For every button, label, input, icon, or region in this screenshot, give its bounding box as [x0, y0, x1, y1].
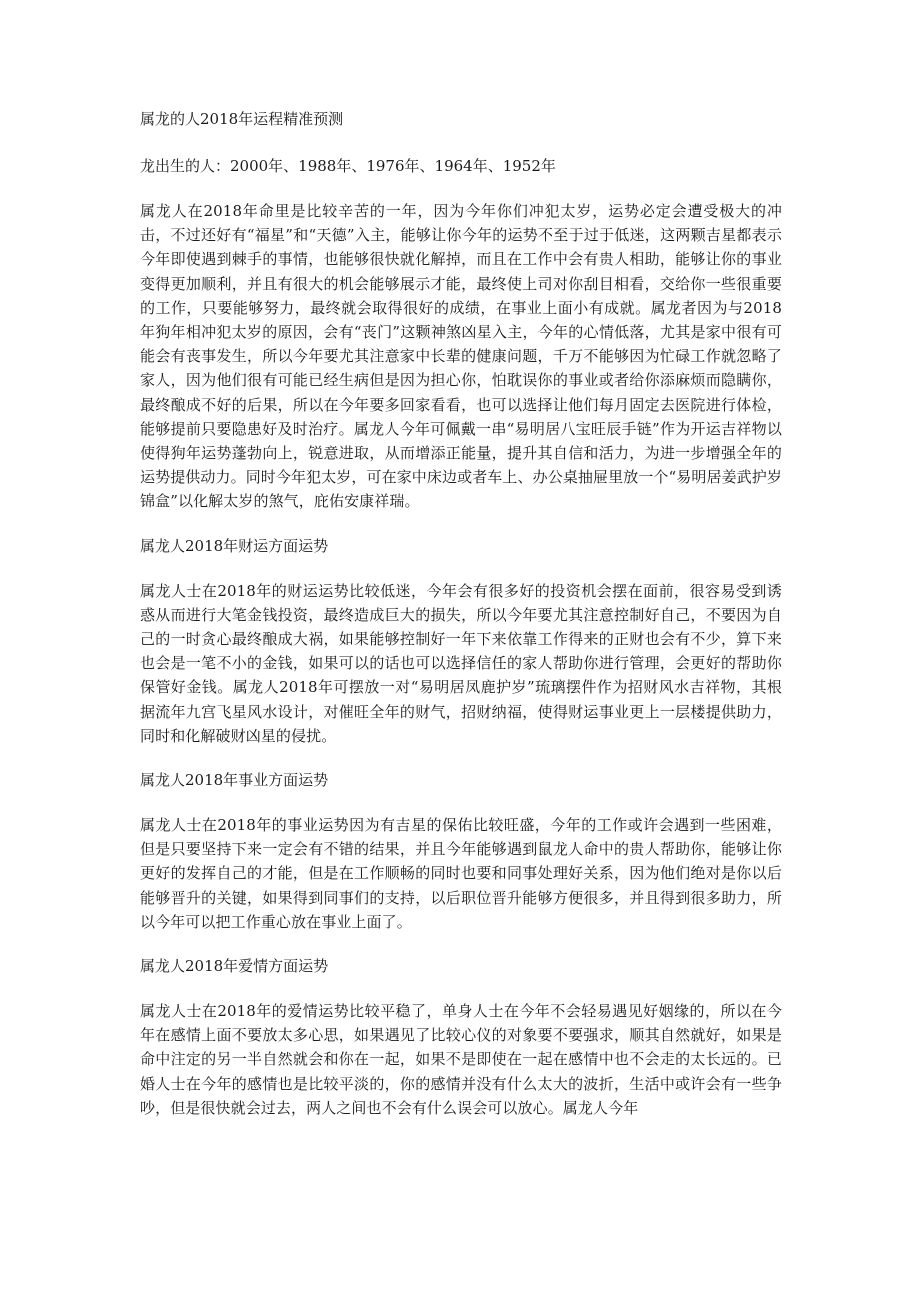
- document-body: [140, 105, 782, 1120]
- birth-years-line: 龙出生的人：2000年、1988年、1976年、1964年、1952年: [140, 157, 556, 175]
- document-title: 属龙的人2018年运程精准预测: [140, 110, 344, 128]
- section-body-wealth: 属龙人士在2018年的财运运势比较低迷，今年会有很多好的投资机会摆在面前，很容易受到诱惑从而进行大笔金钱投资，最终造成巨大的损失，所以今年要尤其注意控制好自己，不要因为自己的一时贪心最终酿成大祸，如果能够控制好一年下来依靠工作得来的正财也会有不少，算下来也会是一笔不小的金钱，如果可以的话也可以选择信任的家人帮助你进行管理，会更好的帮助你保管好金钱。属龙人2018年可摆放一对“易明居凤鹿护岁”琉璃摆件作为招财风水吉祥物，其根据流年九宫飞星风水设计，对催旺全年的财气，招财纳福，使得财运事业更上一层楼提供助力，同时和化解破财凶星的侵扰。: [140, 581, 782, 745]
- section-body-career: 属龙人士在2018年的事业运势因为有吉星的保佑比较旺盛，今年的工作或许会遇到一些困难，但是只要坚持下来一定会有不错的结果，并且今年能够遇到鼠龙人命中的贵人帮助你，能够让你更好的发挥自己的才能，但是在工作顺畅的同时也要和同事处理好关系，因为他们绝对是你以后能够晋升的关键，如果得到同事们的支持，以后职位晋升能够方便很多，并且得到很多助力，所以今年可以把工作重心放在事业上面了。: [140, 816, 782, 931]
- section-heading-love: 属龙人2018年爱情方面运势: [140, 957, 329, 976]
- section-heading-career: 属龙人2018年事业方面运势: [140, 771, 329, 790]
- section-heading-wealth: 属龙人2018年财运方面运势: [140, 536, 329, 555]
- intro-paragraph: 属龙人在2018年命里是比较辛苦的一年，因为今年你们冲犯太岁，运势必定会遭受极大的冲击，不过还好有“福星”和“天德”入主，能够让你今年的运势不至于过于低迷，这两颗吉星都表示今年即使遇到棘手的事情，也能够很快就化解掉，而且在工作中会有贵人相助，能够让你的事业变得更加顺利，并且有很大的机会能够展示才能，最终使上司对你刮目相看，交给你一些很重要的工作，只要能够努力，最终就会取得很好的成绩，在事业上面小有成就。属龙者因为与2018年狗年相冲犯太岁的原因，会有“丧门”这颗神煞凶星入主，今年的心情低落，尤其是家中很有可能会有丧事发生，所以今年要尤其注意家中长辈的健康问题，千万不能够因为忙碌工作就忽略了家人，因为他们很有可能已经生病但是因为担心你，怕耽误你的事业或者给你添麻烦而隐瞒你，最终酿成不好的后果，所以在今年要多回家看看，也可以选择让他们每月固定去医院进行体检，能够提前只要隐患好及时治疗。属龙人今年可佩戴一串“易明居八宝旺辰手链”作为开运吉祥物以使得狗年运势蓬勃向上，锐意进取，从而增添正能量，提升其自信和活力，为进一步增强全年的运势提供动力。同时今年犯太岁，可在家中床边或者车上、办公桌抽屉里放一个“易明居姜武护岁锦盒”以化解太岁的煞气，庇佑安康祥瑞。: [140, 202, 782, 511]
- section-body-love: 属龙人士在2018年的爱情运势比较平稳了，单身人士在今年不会轻易遇见好姻缘的，所以在今年在感情上面不要放太多心思，如果遇见了比较心仪的对象要不要强求，顺其自然就好，如果是命中注定的另一半自然就会和你在一起，如果不是即使在一起在感情中也不会走的太长远的。已婚人士在今年的感情也是比较平淡的，你的感情并没有什么太大的波折，生活中或许会有一些争吵，但是很快就会过去，两人之间也不会有什么误会可以放心。属龙人今年: [140, 1002, 782, 1117]
